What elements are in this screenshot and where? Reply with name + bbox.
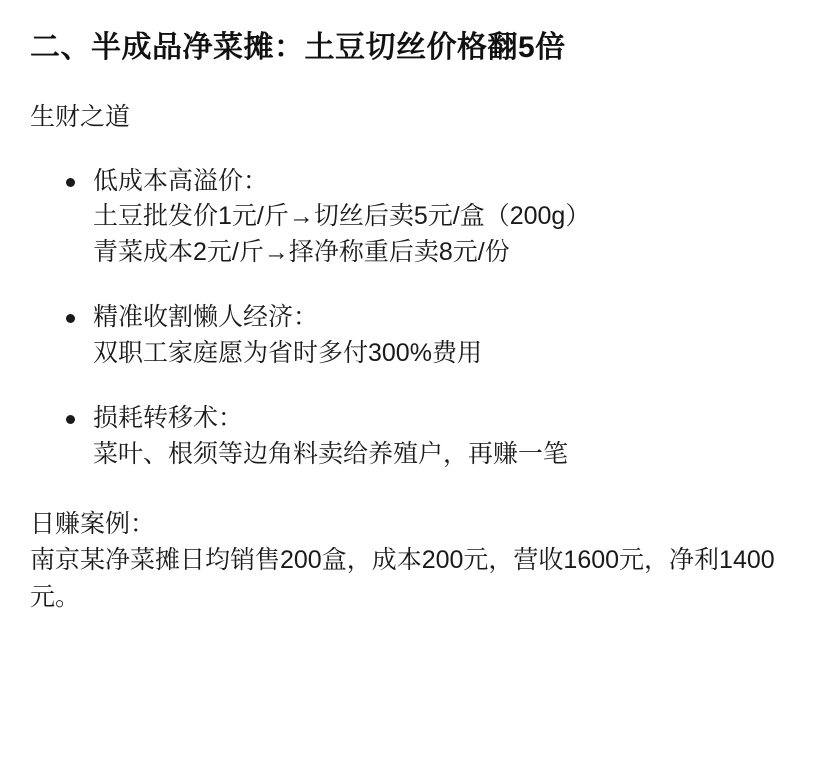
list-item bbox=[30, 300, 787, 371]
case-study-label: 日赚案例： bbox=[30, 510, 156, 538]
bullet-dot-icon bbox=[66, 314, 75, 323]
list-item-detail: 青菜成本2元/斤→择净称重后卖8元/份 bbox=[93, 237, 510, 266]
list-item-title: 损耗转移术： bbox=[93, 404, 244, 432]
bullet-dot-icon bbox=[66, 178, 75, 187]
list-item-title: 低成本高溢价： bbox=[93, 166, 269, 195]
list-item-detail: 土豆批发价1元/斤→切丝后卖5元/盒（200g） bbox=[93, 202, 591, 230]
case-study-block bbox=[30, 506, 787, 615]
bullet-dot-icon bbox=[66, 415, 75, 424]
list-item-detail: 菜叶、根须等边角料卖给养殖户，再赚一笔 bbox=[93, 439, 569, 468]
list-item bbox=[30, 401, 787, 472]
case-study-text: 南京某净菜摊日均销售200盒，成本200元，营收1600元，净利1400元。 bbox=[30, 546, 775, 611]
bullet-list bbox=[30, 164, 787, 473]
list-item-title: 精准收割懒人经济： bbox=[93, 303, 319, 331]
section-subtitle: 生财之道 bbox=[30, 103, 131, 131]
list-item-detail: 双职工家庭愿为省时多付300%费用 bbox=[93, 338, 482, 367]
list-item bbox=[30, 164, 787, 271]
page-title: 二、半成品净菜摊：土豆切丝价格翻5倍 bbox=[30, 31, 566, 64]
